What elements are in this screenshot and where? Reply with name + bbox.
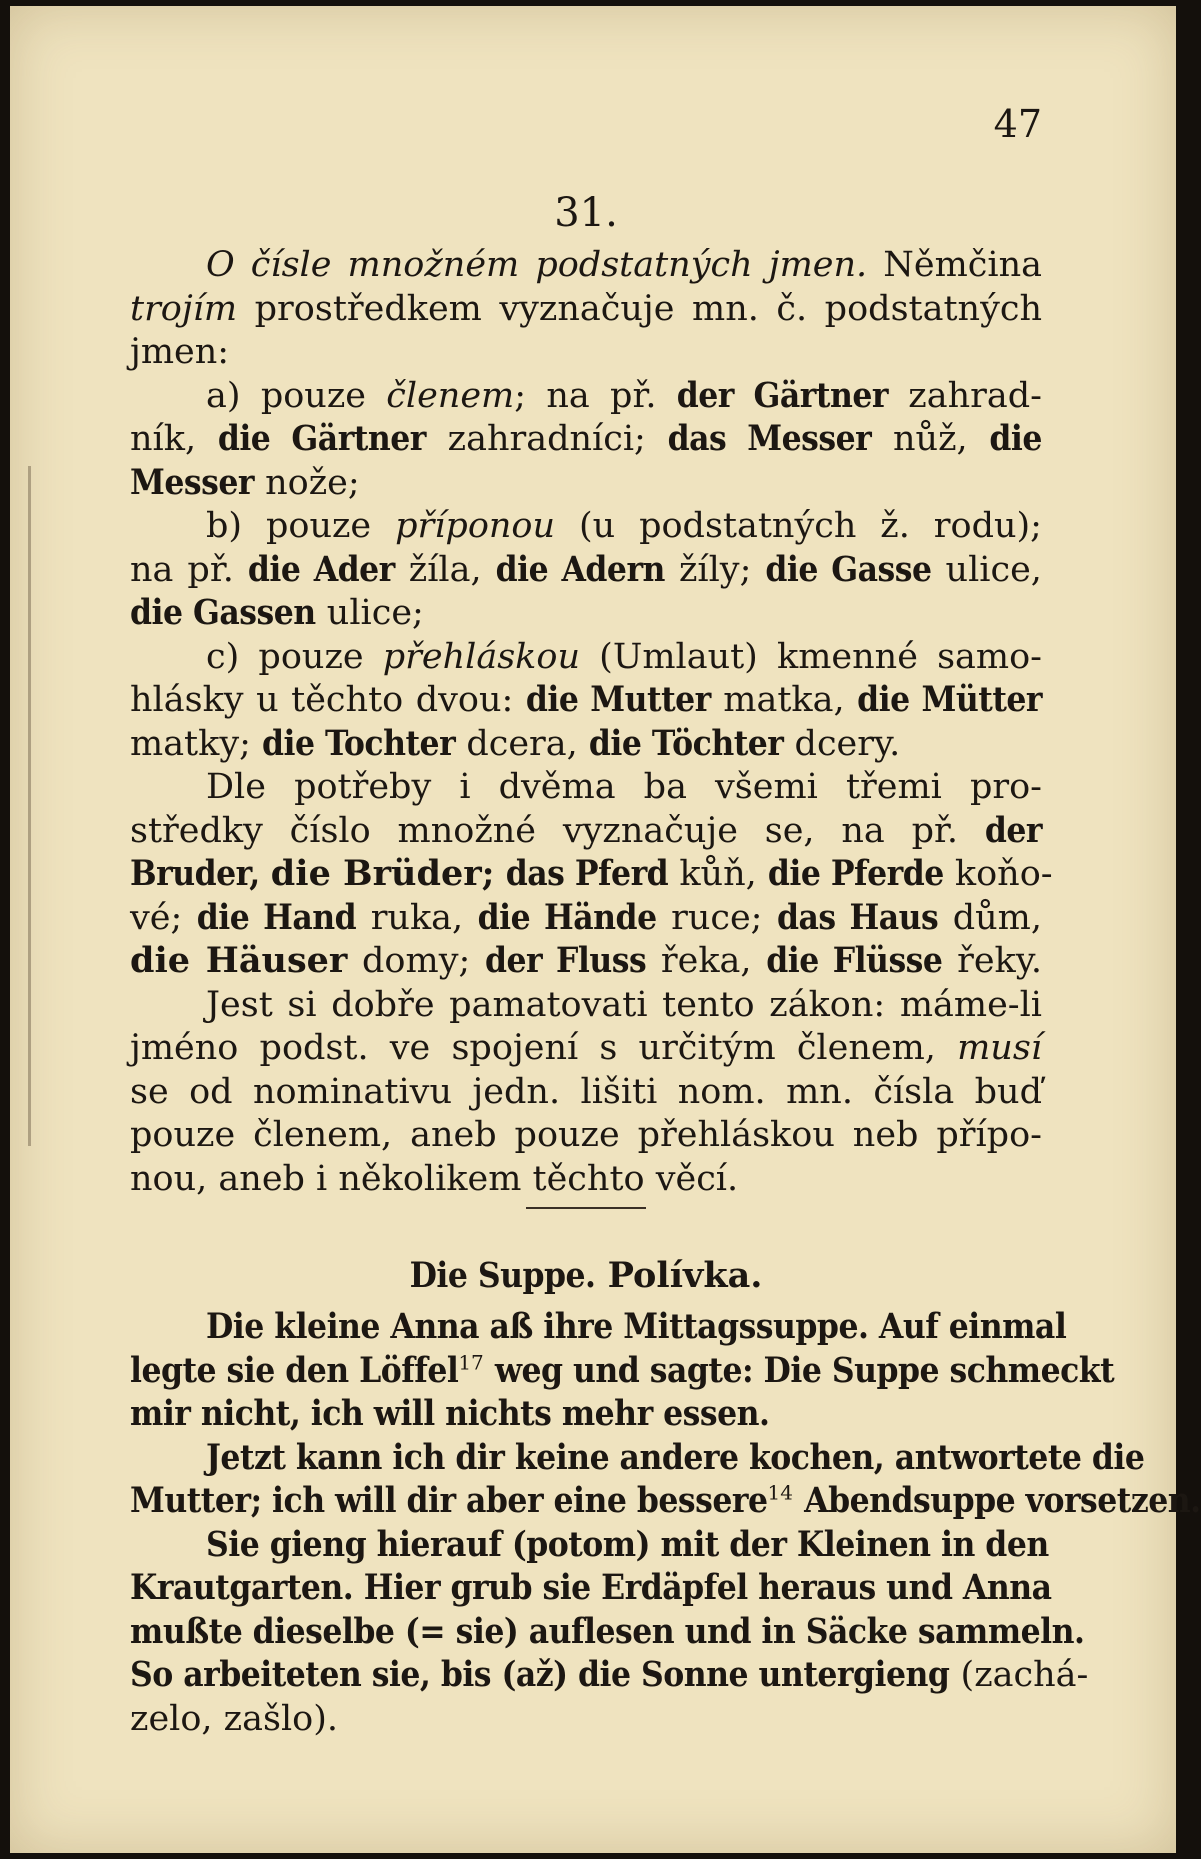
reading-line: zelo, zašlo). [130,1699,338,1739]
text-line: jmen: [130,332,230,372]
text-line: die Gassen ulice; [130,592,424,633]
text-line: Messer nože; [130,462,360,503]
reading-line: Die kleine Anna aß ihre Mittagssuppe. Auf einmal [206,1306,1067,1347]
text-line: hlásky u těchto dvou: die Mutter matka, die Mütter [130,679,1042,720]
text-line: trojím prostředkem vyznačuje mn. č. podstatných [130,289,1042,329]
text-line: nou, aneb i několikem těchto věcí. [130,1159,739,1199]
margin-shadow [28,466,31,1146]
reading-line: So arbeiteten sie, bis (až) die Sonne untergieng (zachá- [130,1654,1089,1695]
text-line: O čísle množném podstatných jmen. Němčina [206,245,1042,285]
reading-line: mußte dieselbe (= sie) auflesen und in Säcke sammeln. [130,1611,1085,1652]
reading-line: Sie gieng hierauf (potom) mit der Kleinen in den [206,1524,1049,1565]
reading-line: Mutter; ich will dir aber eine bessere$^{14}$ Abendsuppe vorsetzen. [130,1480,1201,1521]
text-line: ník, die Gärtner zahradníci; das Messer nůž, die [130,418,1042,459]
text-line: středky číslo množné vyznačuje se, na př. der [130,810,1042,851]
text-line: vé; die Hand ruka, die Hände ruce; das Haus dům, [130,897,1042,938]
text-line: pouze členem, aneb pouze přehláskou neb přípo- [130,1115,1042,1155]
reading-line: legte sie den Löffel$^{17}$ weg und sagte: Die Suppe schmeckt [130,1350,1115,1391]
text-line: na př. die Ader žíla, die Adern žíly; die Gasse ulice, [130,549,1042,590]
text-line: jméno podst. ve spojení s určitým členem, musí [130,1028,1042,1068]
text-line: die Häuser domy; der Fluss řeka, die Flüsse řeky. [130,940,1042,981]
reading-line: Krautgarten. Hier grub sie Erdäpfel heraus und Anna [130,1567,1052,1608]
text-line: c) pouze přehláskou (Umlaut) kmenné samo- [206,637,1042,677]
text-line: se od nominativu jedn. lišiti nom. mn. čísla buď [130,1072,1042,1112]
book-page [10,6,1201,1853]
section-divider [526,1207,646,1209]
reading-title: Die Suppe. Polívka. [409,1255,763,1296]
text-line: b) pouze příponou (u podstatných ž. rodu); [206,506,1042,546]
text-line: Dle potřeby i dvěma ba všemi třemi pro- [206,767,1042,807]
text-line: a) pouze členem; na př. der Gärtner zahrad- [206,375,1042,416]
reading-line: Jetzt kann ich dir keine andere kochen, antwortete die [206,1437,1145,1478]
text-line: Jest si dobře pamatovati tento zákon: máme-li [206,985,1042,1025]
section-number: 31. [554,190,618,236]
text-line: Bruder, die Brüder; das Pferd kůň, die Pferde koňo- [130,853,1053,894]
reading-line: mir nicht, ich will nichts mehr essen. [130,1393,770,1434]
text-line: matky; die Tochter dcera, die Töchter dcery. [130,723,901,764]
page-number: 47 [993,102,1042,146]
